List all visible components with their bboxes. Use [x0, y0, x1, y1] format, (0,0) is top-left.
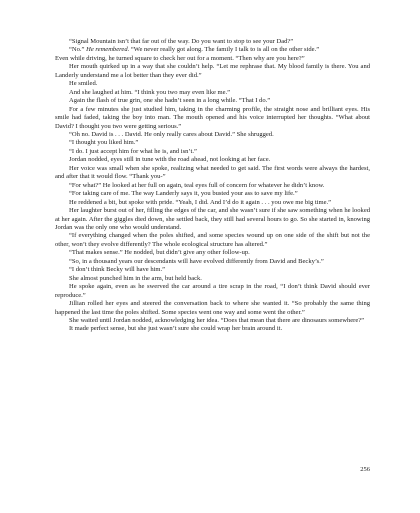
- paragraph: “Signal Mountain isn’t that far out of the way. Do you want to stop to see your Dad?”: [69, 38, 294, 45]
- paragraph: “That makes sense.” He nodded, but didn’t give any other follow-up.: [69, 249, 250, 257]
- paragraph: “For what?” He looked at her full on again, teal eyes full of concern for whatever he didn’t know.: [69, 181, 325, 189]
- paragraph: Again the flash of true grin, one she hadn’t seen in a long while. “That I do.”: [69, 97, 271, 105]
- paragraph: For a few minutes she just studied him, taking in the charming profile, the straight nose and brilliant eyes. His smile had faded, taking the boy into man. The mouth opened and his voice interrupted her thoughts. “What about David? I thought you two were getting serious.”: [55, 105, 370, 130]
- page-number: 256: [360, 466, 370, 473]
- paragraph: “I do. I just accept him for what he is, and isn’t.”: [69, 147, 197, 155]
- paragraph: She almost punched him in the arm, but held back.: [69, 274, 202, 282]
- paragraph: “I thought you liked him.”: [69, 139, 139, 147]
- document-body: [55, 38, 370, 334]
- paragraph: Her laughter burst out of her, filling the edges of the car, and she wasn’t sure if she saw something when he looked at her again. After the giggles died down, she settled back, they still had several hours to go. So she started in, knowing Jordan was the only one who would understand.: [55, 207, 370, 231]
- paragraph: He smiled.: [69, 80, 98, 88]
- paragraph: She waited until Jordan nodded, acknowledging her idea. “Does that mean that there are dinosaurs somewhere?”: [69, 316, 365, 324]
- paragraph: “No.” He remembered. “We never really got along. The family I talk to is all on the other side.”: [69, 46, 320, 54]
- paragraph: “Oh no. David is . . . David. He only really cares about David.” She shrugged.: [69, 130, 274, 138]
- paragraph: Jillian rolled her eyes and steered the conversation back to where she wanted it. “So probably the same thing happened the last time the poles shifted. Some species went one way and some went the other.”: [55, 300, 370, 316]
- paragraph: He reddened a bit, but spoke with pride. “Yeah, I did. And I’d do it again . . . you owe me big time.”: [69, 198, 332, 206]
- paragraph: “For taking care of me. The way Landerly says it, you busted your ass to save my life.”: [69, 190, 298, 198]
- paragraph: “So, in a thousand years our descendants will have evolved differently from David and Becky’s.”: [69, 257, 324, 265]
- paragraph: Her mouth quirked up in a way that she couldn’t help. “Let me rephrase that. My blood family is there. You and Landerly understand me a lot better than they ever did.”: [55, 63, 370, 79]
- paragraph: Her voice was small when she spoke, realizing what needed to get said. The first words were always the hardest, and after that it would flow. “Thank you-”: [55, 164, 370, 181]
- paragraph: And she laughed at him. “I think you two may even like me.”: [69, 88, 231, 96]
- paragraph: “If everything changed when the poles shifted, and some species wound up on one side of the shift but not the other, won’t they evolve differently? The whole ecological structure has altered.”: [55, 232, 370, 248]
- paragraph: He spoke again, even as he swerved the car around a tire scrap in the road, “I don’t think David should ever reproduce.”: [55, 283, 370, 299]
- paragraph: Even while driving, he turned square to check her out for a moment. “Then why are you here?”: [55, 54, 305, 62]
- paragraph: Jordan nodded, eyes still in tune with the road ahead, not looking at her face.: [69, 156, 271, 164]
- paragraph: “I don’t think Becky will have him.”: [69, 266, 166, 274]
- paragraph: It made perfect sense, but she just wasn’t sure she could wrap her brain around it.: [69, 325, 283, 333]
